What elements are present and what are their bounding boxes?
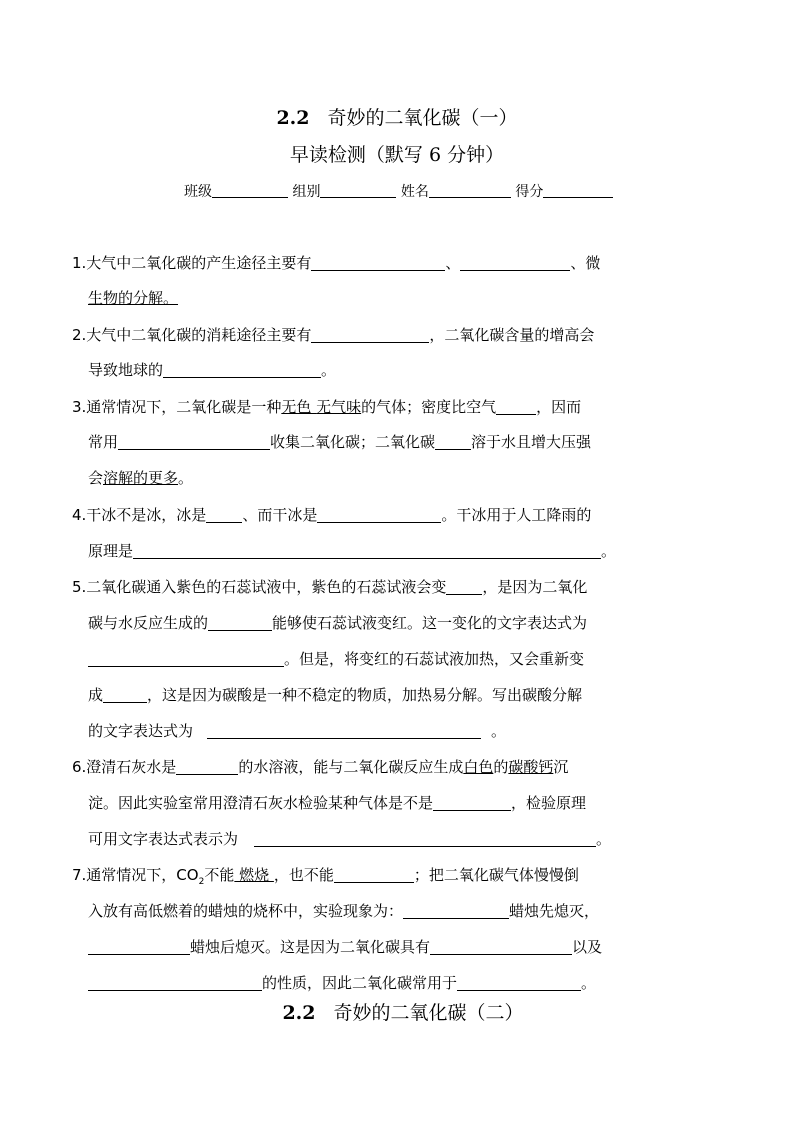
q6-text-3: 的 xyxy=(493,758,509,776)
q7-subscript: 2 xyxy=(198,877,205,887)
name-blank[interactable] xyxy=(429,183,511,198)
question-7-line-1 xyxy=(72,865,579,892)
q4-end: 。 xyxy=(601,542,617,560)
q7-text-4: ；把二氧化碳气体慢慢倒 xyxy=(413,866,579,884)
q6-text: 6.澄清石灰水是 xyxy=(72,758,177,776)
q6-end: 。 xyxy=(596,830,612,848)
q6-answer-1: 白色 xyxy=(463,758,494,776)
question-7-line-2 xyxy=(88,901,599,921)
question-6-line-3 xyxy=(88,829,611,849)
question-5-line-3 xyxy=(88,649,584,669)
q1-sep: 、 xyxy=(445,254,461,272)
question-6-line-1 xyxy=(72,757,568,777)
q1-blank-2[interactable] xyxy=(460,255,570,271)
q7-blank-2[interactable] xyxy=(403,903,509,919)
q3-blank-1[interactable] xyxy=(496,399,536,415)
q6-text-2: 的水溶液，能与二氧化碳反应生成 xyxy=(238,758,464,776)
q7-blank-3[interactable] xyxy=(88,939,190,955)
q2-blank-2[interactable] xyxy=(163,362,321,378)
q5-text-7: ，这是因为碳酸是一种不稳定的物质，加热易分解。写出碳酸分解 xyxy=(147,686,583,704)
q3-answer-2: 无气味 xyxy=(316,398,362,416)
question-1-line-1 xyxy=(72,253,600,273)
q4-text-2: 、而干冰是 xyxy=(242,506,318,524)
q5-text-8: 的文字表达式为 xyxy=(88,722,194,740)
section-title-1 xyxy=(0,103,794,130)
q1-blank-1[interactable] xyxy=(311,255,445,271)
q4-blank-1[interactable] xyxy=(206,507,242,523)
question-1-line-2 xyxy=(88,288,178,308)
student-info-fields xyxy=(184,181,613,201)
q2-text: 2.大气中二氧化碳的消耗途径主要有 xyxy=(72,326,312,344)
q7-text-2: 不能 xyxy=(204,866,235,884)
q3-text-6: 溶于水且增大压强 xyxy=(471,433,592,451)
group-label: 组别 xyxy=(292,184,321,200)
name-label: 姓名 xyxy=(400,184,429,200)
section-number-2: 2.2 xyxy=(282,1002,316,1024)
q7-text-8: 以及 xyxy=(572,938,603,956)
q7-text: 7.通常情况下，CO xyxy=(72,866,199,884)
question-6-line-2 xyxy=(88,793,586,813)
score-label: 得分 xyxy=(515,184,544,200)
q3-text-4: 常用 xyxy=(88,433,119,451)
q6-blank-3[interactable] xyxy=(254,831,596,847)
q3-answer-3: 溶解的更多 xyxy=(103,469,179,487)
q4-text-4: 原理是 xyxy=(88,542,134,560)
q6-blank-1[interactable] xyxy=(176,759,238,775)
question-4-line-1 xyxy=(72,505,591,525)
q5-text: 5.二氧化碳通入紫色的石蕊试液中，紫色的石蕊试液会变 xyxy=(72,578,447,596)
q3-answer-1: 无色 xyxy=(281,398,317,416)
question-7-line-3 xyxy=(88,937,602,957)
q4-blank-2[interactable] xyxy=(317,507,441,523)
q5-blank-3[interactable] xyxy=(88,651,284,667)
q1-answer-text: 生物的分解。 xyxy=(88,289,179,307)
q2-end: 。 xyxy=(321,361,337,379)
q6-text-5: 淀。因此实验室常用澄清石灰水检验某种气体是不是 xyxy=(88,794,434,812)
q5-blank-1[interactable] xyxy=(446,579,482,595)
q7-text-3: ，也不能 xyxy=(273,866,334,884)
q6-blank-2[interactable] xyxy=(433,795,511,811)
question-7-line-4 xyxy=(88,973,596,993)
question-4-line-2 xyxy=(88,541,616,561)
section-number: 2.2 xyxy=(276,107,310,129)
q2-text-3: 导致地球的 xyxy=(88,361,164,379)
q3-blank-2[interactable] xyxy=(118,434,270,450)
q3-text-3: ，因而 xyxy=(536,398,582,416)
q3-text: 3.通常情况下，二氧化碳是一种 xyxy=(72,398,282,416)
q7-blank-4[interactable] xyxy=(430,939,572,955)
q5-text-4: 能够使石蕊试液变红。这一变化的文字表达式为 xyxy=(272,614,588,632)
q5-text-5: 。但是，将变红的石蕊试液加热，又会重新变 xyxy=(284,650,585,668)
question-5-line-1 xyxy=(72,577,587,597)
q7-text-7: 蜡烛后熄灭。这是因为二氧化碳具有 xyxy=(190,938,431,956)
q7-answer-1: 燃烧 xyxy=(234,866,274,884)
q3-blank-3[interactable] xyxy=(435,434,471,450)
q4-text: 4.干冰不是冰，冰是 xyxy=(72,506,207,524)
question-3-line-1 xyxy=(72,397,581,417)
q2-blank-1[interactable] xyxy=(311,327,429,343)
class-label: 班级 xyxy=(184,184,212,200)
q6-text-4: 沉 xyxy=(553,758,569,776)
q3-end: 。 xyxy=(178,469,194,487)
q5-text-2: ，是因为二氧化 xyxy=(482,578,588,596)
group-blank[interactable] xyxy=(320,183,396,198)
question-3-line-3 xyxy=(88,468,193,488)
subtitle: 早读检测（默写 6 分钟） xyxy=(289,144,505,166)
q4-text-3: 。干冰用于人工降雨的 xyxy=(441,506,592,524)
section-title-text: 奇妙的二氧化碳（一） xyxy=(327,107,518,129)
q2-text-2: ，二氧化碳含量的增高会 xyxy=(429,326,595,344)
q6-text-7: 可用文字表达式表示为 xyxy=(88,830,239,848)
q1-tail: 、微 xyxy=(570,254,601,272)
q7-blank-1[interactable] xyxy=(334,867,414,883)
question-5-line-5 xyxy=(88,721,506,741)
q3-text-7: 会 xyxy=(88,469,104,487)
q5-blank-2[interactable] xyxy=(208,615,272,631)
q5-text-3: 碳与水反应生成的 xyxy=(88,614,209,632)
section-title-2 xyxy=(6,998,794,1025)
q1-text: 1.大气中二氧化碳的产生途径主要有 xyxy=(72,254,312,272)
score-blank[interactable] xyxy=(543,183,613,198)
q7-blank-5[interactable] xyxy=(88,975,262,991)
question-2-line-2 xyxy=(88,360,336,380)
class-blank[interactable] xyxy=(212,183,288,198)
q7-text-6: 蜡烛先熄灭， xyxy=(509,902,600,920)
question-2-line-1 xyxy=(72,325,594,345)
q5-blank-5[interactable] xyxy=(207,723,481,739)
q5-blank-4[interactable] xyxy=(103,687,147,703)
q7-text-9: 的性质，因此二氧化碳常用于 xyxy=(262,974,458,992)
question-3-line-2 xyxy=(88,432,591,452)
q3-text-5: 收集二氧化碳；二氧化碳 xyxy=(270,433,436,451)
q7-end: 。 xyxy=(581,974,597,992)
q4-blank-3[interactable] xyxy=(133,543,601,559)
q7-blank-6[interactable] xyxy=(457,975,581,991)
question-5-line-2 xyxy=(88,613,587,633)
q5-text-6: 成 xyxy=(88,686,104,704)
q6-text-6: ，检验原理 xyxy=(511,794,587,812)
q3-text-2: 的气体；密度比空气 xyxy=(361,398,497,416)
section-title-text-2: 奇妙的二氧化碳（二） xyxy=(333,1002,524,1024)
q5-end: 。 xyxy=(491,722,507,740)
q6-answer-2: 碳酸钙 xyxy=(508,758,554,776)
q7-text-5: 入放有高低燃着的蜡烛的烧杯中，实验现象为： xyxy=(88,902,404,920)
question-5-line-4 xyxy=(88,685,582,705)
